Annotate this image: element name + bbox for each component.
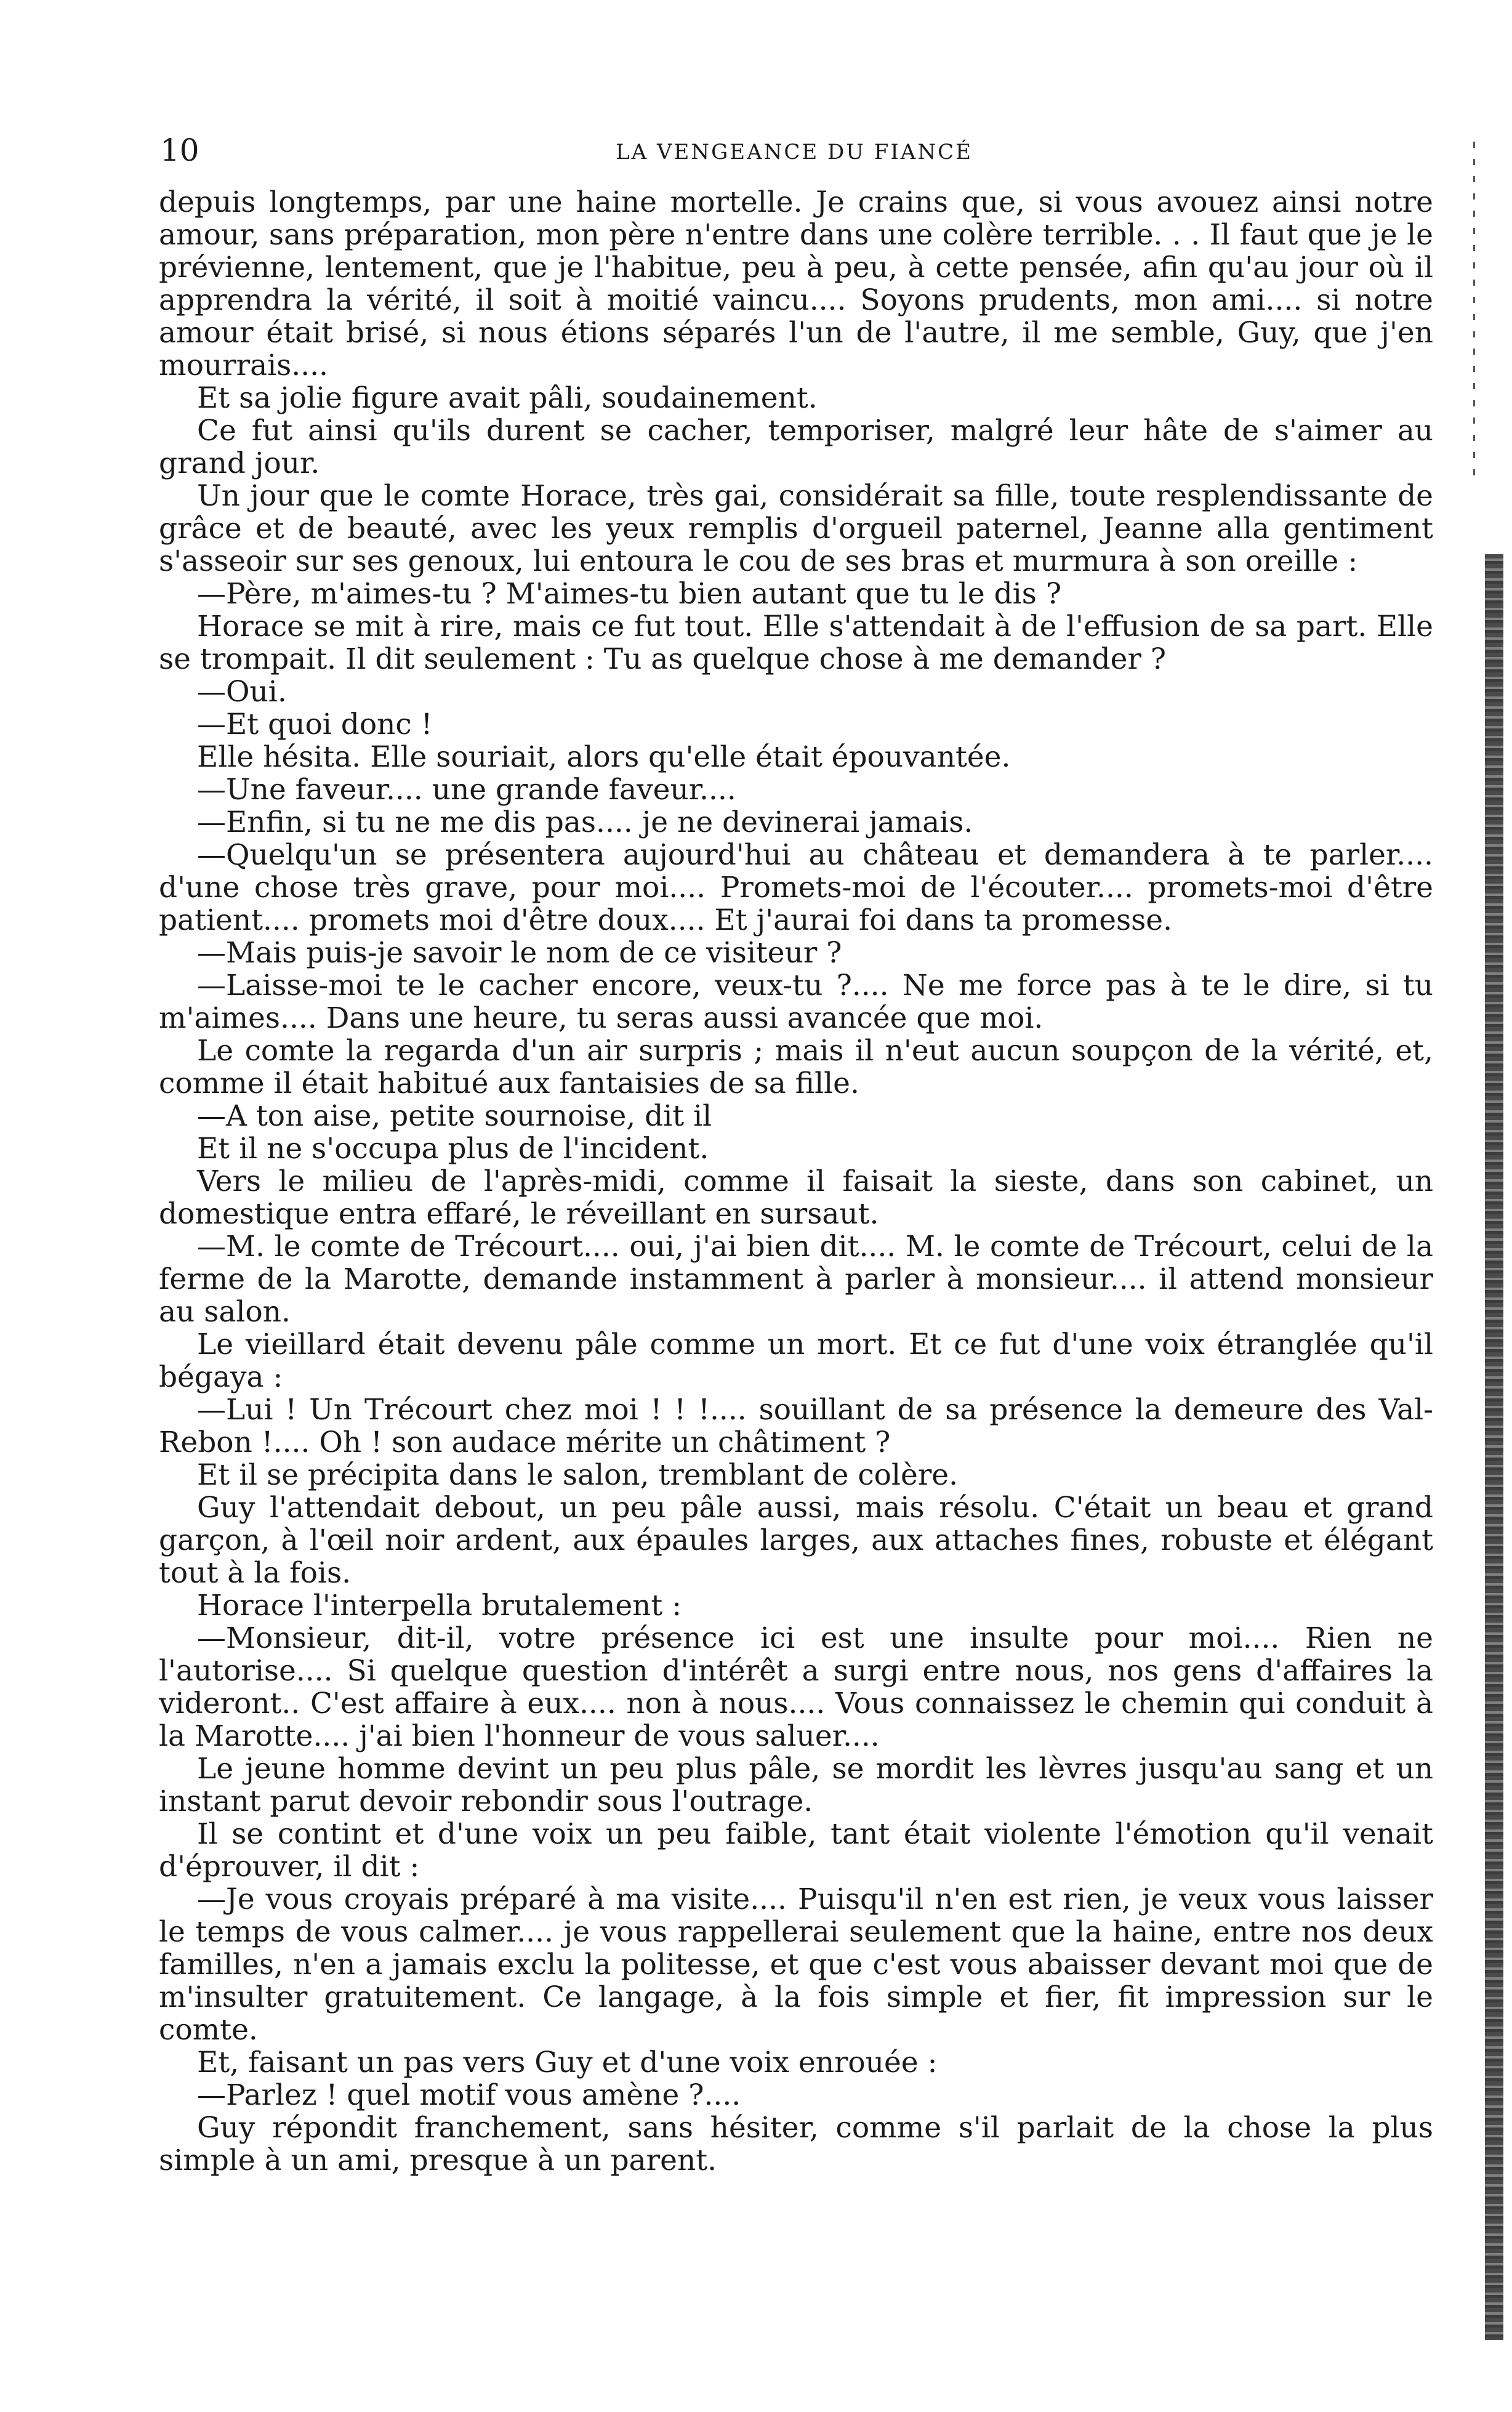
paragraph: —M. le comte de Trécourt.... oui, j'ai bien dit.... M. le comte de Trécourt, celui de la ferme de la Marotte, demande instamment à parler à monsieur.... il attend monsieur au salon. xyxy=(159,1230,1433,1329)
paragraph: Il se contint et d'une voix un peu faible, tant était violente l'émotion qu'il venait d'éprouver, il dit : xyxy=(159,1817,1433,1884)
paragraph: Un jour que le comte Horace, très gai, considérait sa fille, toute resplendissante de grâce et de beauté, avec les yeux remplis d'orgueil paternel, Jeanne alla gentiment s'asseoir sur ses genoux, lui entoura le cou de ses bras et murmura à son oreille : xyxy=(159,479,1433,578)
paragraph: Guy l'attendait debout, un peu pâle aussi, mais résolu. C'était un beau et grand garçon, à l'œil noir ardent, aux épaules larges, aux attaches fines, robuste et élégant tout à la fois. xyxy=(159,1491,1433,1590)
paragraph: —Mais puis-je savoir le nom de ce visiteur ? xyxy=(197,936,842,970)
paragraph: Ce fut ainsi qu'ils durent se cacher, temporiser, malgré leur hâte de s'aimer au grand jour. xyxy=(159,414,1433,480)
page-number: 10 xyxy=(160,132,199,168)
paragraph: Et il ne s'occupa plus de l'incident. xyxy=(197,1132,709,1166)
paragraph: Elle hésita. Elle souriait, alors qu'elle était épouvantée. xyxy=(197,740,1011,774)
paragraph: Et sa jolie figure avait pâli, soudainement. xyxy=(197,381,818,415)
paragraph: —Oui. xyxy=(197,675,287,709)
paragraph: —Père, m'aimes-tu ? M'aimes-tu bien autant que tu le dis ? xyxy=(197,577,1062,611)
scan-binding-edge xyxy=(1485,554,1503,2340)
paragraph: Et, faisant un pas vers Guy et d'une voix enrouée : xyxy=(197,2046,938,2079)
paragraph: —Parlez ! quel motif vous amène ?.... xyxy=(197,2078,741,2112)
paragraph: —Monsieur, dit-il, votre présence ici est une insulte pour moi.... Rien ne l'autorise.... Si quelque question d'intérêt a surgi entre nous, nos gens d'affaires la videront.. C'est affaire à eux.... non à nous.... Vous connaissez le chemin qui conduit à la Marotte.... j'ai bien l'honneur de vous saluer.... xyxy=(159,1621,1433,1753)
paragraph: —A ton aise, petite sournoise, dit il xyxy=(197,1099,712,1133)
page-header xyxy=(160,132,1428,175)
body-text xyxy=(159,186,1433,2177)
paragraph: Le comte la regarda d'un air surpris ; mais il n'eut aucun soupçon de la vérité, et, comme il était habitué aux fantaisies de sa fille. xyxy=(159,1034,1433,1100)
paragraph: —Lui ! Un Trécourt chez moi ! ! !.... souillant de sa présence la demeure des Val-Rebon !.... Oh ! son audace mérite un châtiment ? xyxy=(159,1393,1433,1459)
paragraph: Le vieillard était devenu pâle comme un mort. Et ce fut d'une voix étranglée qu'il bégaya : xyxy=(159,1328,1433,1394)
paragraph: Et il se précipita dans le salon, tremblant de colère. xyxy=(197,1458,959,1492)
running-title: LA VENGEANCE DU FIANCÉ xyxy=(616,140,973,164)
paragraph: depuis longtemps, par une haine mortelle. Je crains que, si vous avouez ainsi notre amour, sans préparation, mon père n'entre dans une colère terrible. . . Il faut que je le prévienne, lentement, que je l'habitue, peu à peu, à cette pensée, afin qu'au jour où il apprendra la vérité, il soit à moitié vaincu.... Soyons prudents, mon ami.... si notre amour était brisé, si nous étions séparés l'un de l'autre, il me semble, Guy, que j'en mourrais.... xyxy=(159,185,1433,382)
paragraph: Vers le milieu de l'après-midi, comme il faisait la sieste, dans son cabinet, un domestique entra effaré, le réveillant en sursaut. xyxy=(159,1164,1433,1231)
paragraph: —Et quoi donc ! xyxy=(197,708,433,741)
paragraph: Guy répondit franchement, sans hésiter, comme s'il parlait de la chose la plus simple à un ami, presque à un parent. xyxy=(159,2111,1433,2177)
paragraph: —Une faveur.... une grande faveur.... xyxy=(197,773,736,807)
paragraph: Horace se mit à rire, mais ce fut tout. Elle s'attendait à de l'effusion de sa part. Elle se trompait. Il dit seulement : Tu as quelque chose à me demander ? xyxy=(159,610,1433,676)
paragraph: —Enfin, si tu ne me dis pas.... je ne devinerai jamais. xyxy=(197,805,973,839)
paragraph: —Laisse-moi te le cacher encore, veux-tu ?.... Ne me force pas à te le dire, si tu m'aimes.... Dans une heure, tu seras aussi avancée que moi. xyxy=(159,969,1433,1035)
paragraph: Horace l'interpella brutalement : xyxy=(197,1589,682,1623)
page-edge-marks xyxy=(1473,142,1475,486)
paragraph: —Quelqu'un se présentera aujourd'hui au château et demandera à te parler.... d'une chose très grave, pour moi.... Promets-moi de l'écouter.... promets-moi d'être patient.... promets moi d'être doux.... Et j'aurai foi dans ta promesse. xyxy=(159,838,1433,937)
paragraph: Le jeune homme devint un peu plus pâle, se mordit les lèvres jusqu'au sang et un instant parut devoir rebondir sous l'outrage. xyxy=(159,1752,1433,1818)
paragraph: —Je vous croyais préparé à ma visite.... Puisqu'il n'en est rien, je veux vous laisser le temps de vous calmer.... je vous rappellerai seulement que la haine, entre nos deux familles, n'en a jamais exclu la politesse, et que c'est vous abaisser devant moi que de m'insulter gratuitement. Ce langage, à la fois simple et fier, fit impression sur le comte. xyxy=(159,1882,1433,2047)
